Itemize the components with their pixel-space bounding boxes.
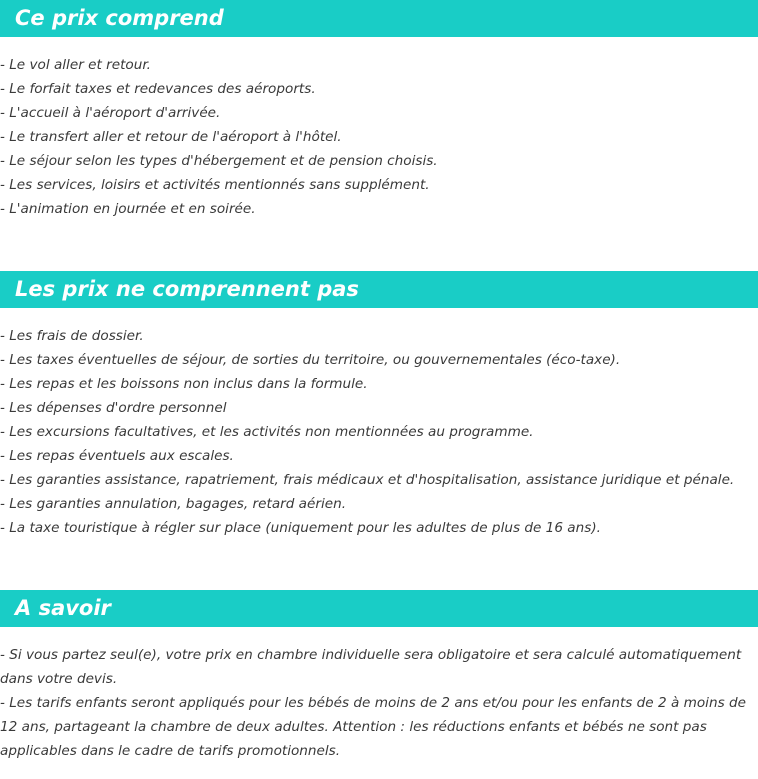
list-item: - Les garanties assistance, rapatriement, frais médicaux et d'hospitalisation, assistance juridique et pénale.: [0, 472, 735, 488]
excluded-list: [0, 324, 734, 540]
list-item: - Les repas et les boissons non inclus dans la formule.: [0, 376, 368, 392]
list-item: - Le séjour selon les types d'hébergement et de pension choisis.: [0, 153, 438, 169]
info-paragraph: - Si vous partez seul(e), votre prix en chambre individuelle sera obligatoire et sera calculé automatiquement dans votre devis.: [0, 647, 742, 687]
list-item: - La taxe touristique à régler sur place (uniquement pour les adultes de plus de 16 ans).: [0, 520, 601, 536]
info-paragraph: - Les tarifs enfants seront appliqués pour les bébés de moins de 2 ans et/ou pour les enfants de 2 à moins de 12 ans, partageant la chambre de deux adultes. Attention : les réductions enfants et bébés ne sont pas applicables dans le cadre de tarifs promotionnels.: [0, 695, 746, 759]
list-item: - Le transfert aller et retour de l'aéroport à l'hôtel.: [0, 129, 342, 145]
list-item: - Les garanties annulation, bagages, retard aérien.: [0, 496, 347, 512]
list-item: - Les taxes éventuelles de séjour, de sorties du territoire, ou gouvernementales (éco-taxe).: [0, 352, 621, 368]
section-heading: Les prix ne comprennent pas: [0, 271, 758, 308]
list-item: - Les services, loisirs et activités mentionnés sans supplément.: [0, 177, 430, 193]
list-item: - L'accueil à l'aéroport d'arrivée.: [0, 105, 221, 121]
list-item: - Les dépenses d'ordre personnel: [0, 400, 227, 416]
section-heading: Ce prix comprend: [0, 0, 758, 37]
list-item: - Les frais de dossier.: [0, 328, 144, 344]
list-item: - Le forfait taxes et redevances des aéroports.: [0, 81, 316, 97]
section-price-includes: [0, 0, 758, 217]
list-item: - Les repas éventuels aux escales.: [0, 448, 234, 464]
section-heading: A savoir: [0, 590, 758, 627]
section-price-excludes: [0, 271, 758, 536]
list-item: - L'animation en journée et en soirée.: [0, 201, 256, 217]
list-item: - Les excursions facultatives, et les activités non mentionnées au programme.: [0, 424, 534, 440]
info-text: [0, 643, 752, 763]
included-list: [0, 53, 438, 221]
list-item: - Le vol aller et retour.: [0, 57, 151, 73]
section-good-to-know: [0, 590, 758, 759]
